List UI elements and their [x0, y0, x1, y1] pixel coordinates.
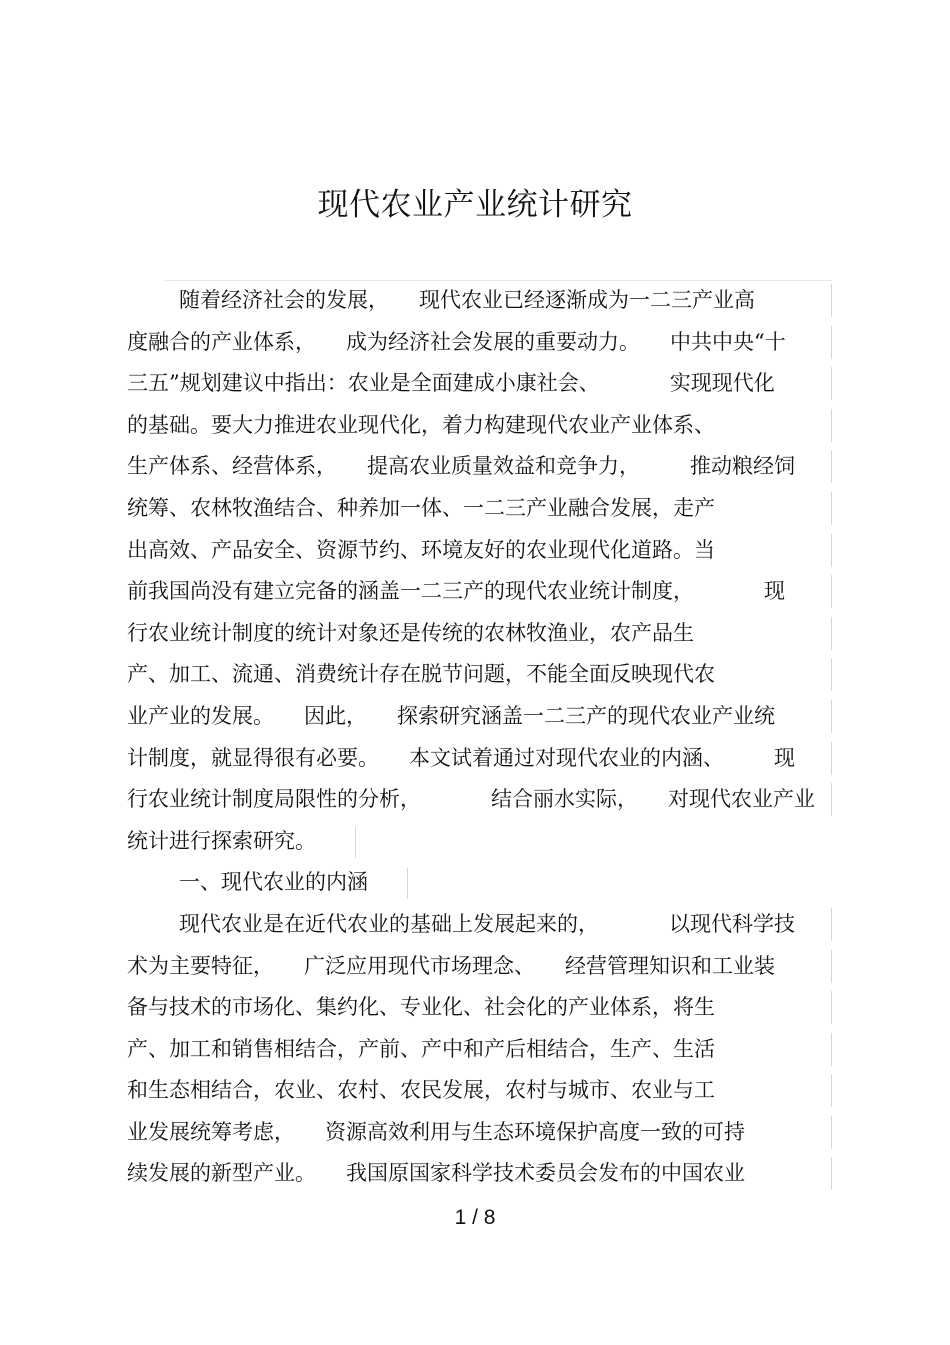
- text-line: 计制度，就显得很有必要。 本文试着通过对现代农业的内涵、 现: [127, 738, 832, 780]
- text-line: 业产业的发展。 因此， 探索研究涵盖一二三产的现代农业产业统: [127, 696, 832, 738]
- text-line: 三五”规划建议中指出：农业是全面建成小康社会、 实现现代化: [127, 363, 832, 405]
- text-line: 统筹、农林牧渔结合、种养加一体、一二三产业融合发展，走产: [127, 488, 832, 530]
- text-line: 术为主要特征， 广泛应用现代市场理念、 经营管理知识和工业装: [127, 946, 832, 988]
- text-line: 统计进行探索研究。: [127, 821, 832, 863]
- text-line: 生产体系、经营体系， 提高农业质量效益和竞争力， 推动粮经饲: [127, 446, 832, 488]
- page-number: 1 / 8: [454, 1206, 496, 1229]
- text-line: 行农业统计制度局限性的分析， 结合丽水实际， 对现代农业产业: [127, 779, 832, 821]
- text-line: 随着经济社会的发展， 现代农业已经逐渐成为一二三产业高: [127, 280, 832, 322]
- text-line: 产、加工和销售相结合，产前、产中和产后相结合，生产、生活: [127, 1029, 832, 1071]
- text-line: 备与技术的市场化、集约化、专业化、社会化的产业体系，将生: [127, 987, 832, 1029]
- text-line: 和生态相结合，农业、农村、农民发展，农村与城市、农业与工: [127, 1070, 832, 1112]
- document-body: [127, 280, 832, 1195]
- text-line: 业发展统筹考虑， 资源高效利用与生态环境保护高度一致的可持: [127, 1112, 832, 1154]
- text-line: 续发展的新型产业。 我国原国家科学技术委员会发布的中国农业: [127, 1153, 832, 1195]
- text-line: 产、加工、流通、消费统计存在脱节问题，不能全面反映现代农: [127, 654, 832, 696]
- text-line: 度融合的产业体系， 成为经济社会发展的重要动力。 中共中央“十: [127, 322, 832, 364]
- text-line: 的基础。要大力推进农业现代化，着力构建现代农业产业体系、: [127, 405, 832, 447]
- text-line: 前我国尚没有建立完备的涵盖一二三产的现代农业统计制度， 现: [127, 571, 832, 613]
- section-heading: 一、现代农业的内涵: [127, 862, 832, 904]
- text-line: 出高效、产品安全、资源节约、环境友好的农业现代化道路。当: [127, 530, 832, 572]
- text-line: 行农业统计制度的统计对象还是传统的农林牧渔业，农产品生: [127, 613, 832, 655]
- text-line: 现代农业是在近代农业的基础上发展起来的， 以现代科学技: [127, 904, 832, 946]
- document-title: 现代农业产业统计研究: [317, 187, 633, 223]
